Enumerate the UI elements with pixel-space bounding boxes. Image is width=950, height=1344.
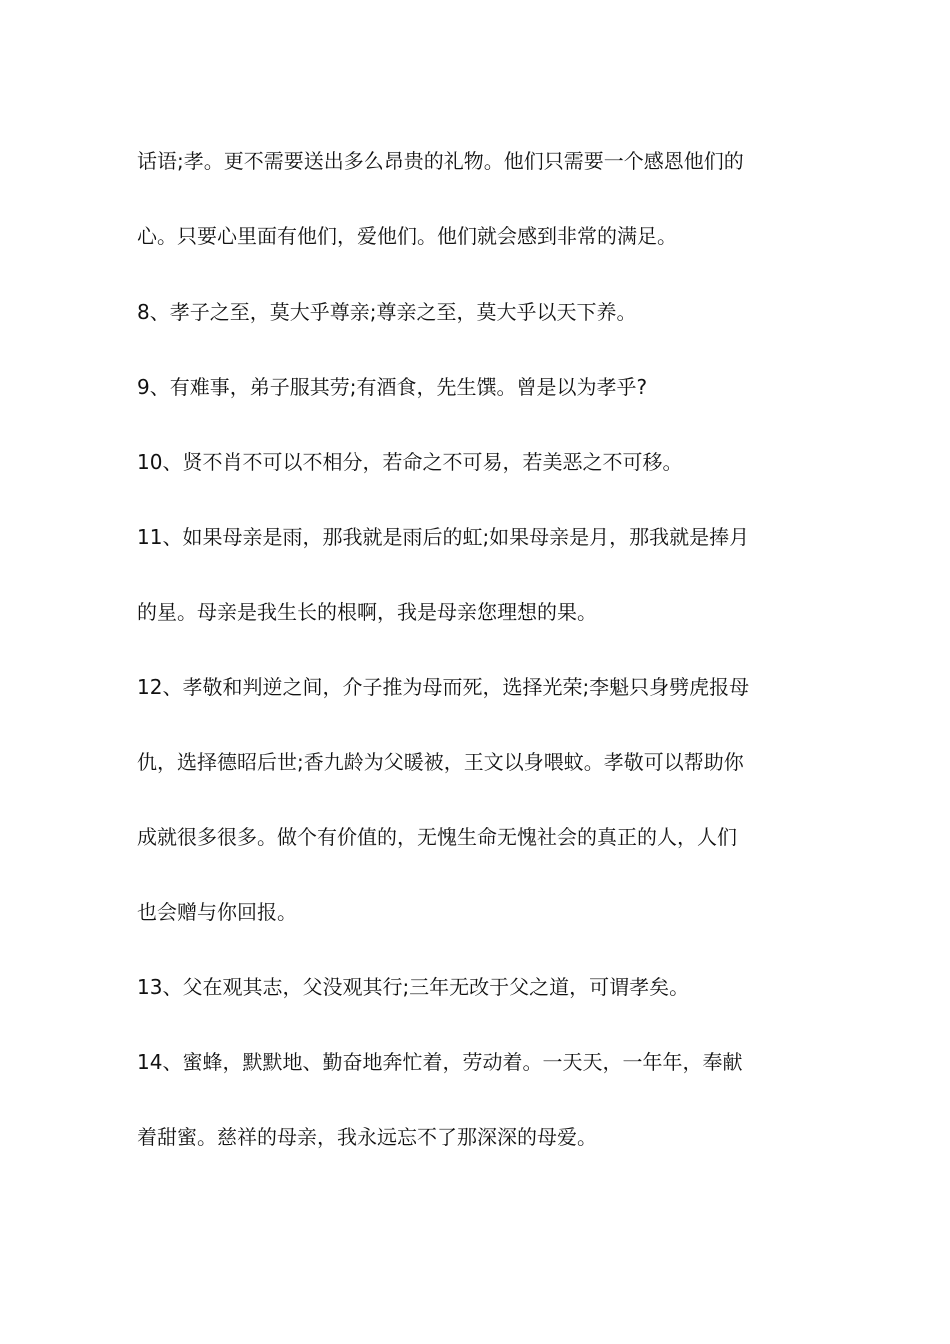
text-line: 仇，选择德昭后世;香九龄为父暖被，王文以身喂蚊。孝敬可以帮助你: [137, 750, 744, 774]
text-line: 成就很多很多。做个有价值的，无愧生命无愧社会的真正的人，人们: [137, 825, 737, 849]
text-line: 9、有难事，弟子服其劳;有酒食，先生馔。曾是以为孝乎?: [137, 375, 648, 399]
text-line: 也会赠与你回报。: [137, 900, 297, 924]
text-line: 着甜蜜。慈祥的母亲，我永远忘不了那深深的母爱。: [137, 1125, 597, 1149]
text-line: 12、孝敬和判逆之间，介子推为母而死，选择光荣;李魁只身劈虎报母: [137, 675, 750, 699]
text-line: 的星。母亲是我生长的根啊，我是母亲您理想的果。: [137, 600, 597, 624]
text-line: 13、父在观其志，父没观其行;三年无改于父之道，可谓孝矣。: [137, 975, 690, 999]
text-line: 心。只要心里面有他们，爱他们。他们就会感到非常的满足。: [137, 224, 677, 248]
text-line: 8、孝子之至，莫大乎尊亲;尊亲之至，莫大乎以天下养。: [137, 300, 637, 324]
text-line: 11、如果母亲是雨，那我就是雨后的虹;如果母亲是月，那我就是捧月: [137, 525, 750, 549]
text-line: 14、蜜蜂，默默地、勤奋地奔忙着，劳动着。一天天，一年年，奉献: [137, 1050, 743, 1074]
text-line: 话语;孝。更不需要送出多么昂贵的礼物。他们只需要一个感恩他们的: [137, 149, 744, 173]
text-line: 10、贤不肖不可以不相分，若命之不可易，若美恶之不可移。: [137, 450, 683, 474]
